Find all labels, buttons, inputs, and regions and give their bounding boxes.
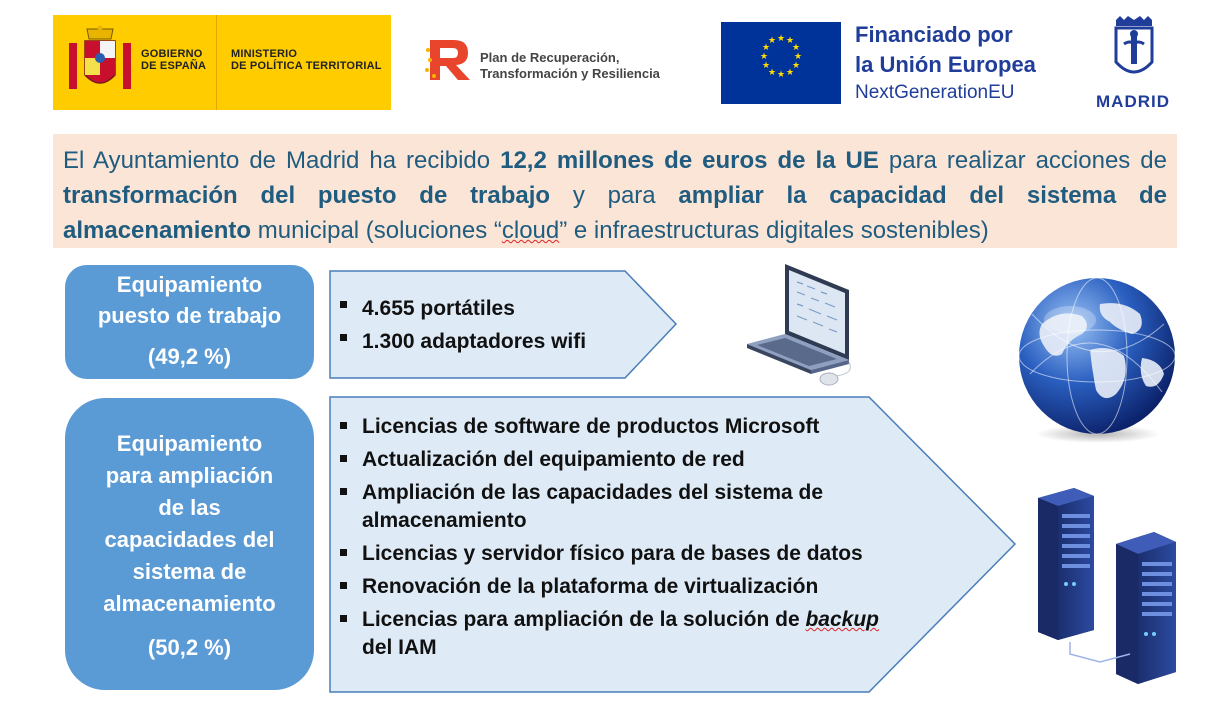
intro-cloud: cloud [501, 217, 560, 244]
svg-text:★: ★ [776, 34, 786, 44]
svg-text:★: ★ [785, 36, 795, 46]
category-storage-title-1: Equipamiento [116, 431, 263, 456]
ministerio-line1: MINISTERIO [231, 48, 298, 60]
prtr-line1: Plan de Recuperación, [480, 50, 620, 65]
svg-text:★: ★ [793, 52, 803, 62]
svg-text:★: ★ [759, 52, 769, 62]
list-item [332, 573, 902, 601]
category-workstation [65, 265, 314, 379]
bullet-icon [340, 582, 347, 589]
category-storage-title-5: sistema de [132, 559, 247, 584]
workstation-item-1: 4.655 portátiles [362, 297, 515, 320]
list-item [332, 413, 902, 441]
svg-text:★: ★ [761, 61, 771, 71]
intro-text-2: para realizar acciones de [878, 147, 1167, 174]
gobierno-line2: DE ESPAÑA [141, 60, 207, 72]
category-workstation-percent: (49,2 %) [147, 344, 232, 369]
storage-item-5: Renovación de la plataforma de virtualización [362, 575, 819, 598]
madrid-crest-icon [1110, 14, 1158, 84]
svg-text:★: ★ [776, 70, 786, 80]
list-item [332, 446, 902, 474]
category-storage-title-4: capacidades del [104, 527, 275, 552]
intro-amount: 12,2 millones de euros de la UE [500, 147, 879, 174]
list-item [332, 540, 902, 568]
prtr-logo-icon [424, 34, 474, 82]
category-storage [65, 398, 314, 690]
storage-item-3: Ampliación de las capacidades del sistema de almacenamiento [362, 481, 824, 532]
intro-storage: ampliar la capacidad del sistema de almacenamiento [63, 182, 1168, 244]
ministerio-line2: DE POLÍTICA TERRITORIAL [231, 60, 382, 72]
storage-item-2: Actualización del equipamiento de red [362, 448, 745, 471]
eu-line3: NextGenerationEU [855, 82, 1015, 103]
eu-flag [721, 22, 841, 104]
bullet-icon [340, 455, 347, 462]
laptop-icon [745, 262, 860, 387]
intro-transformation: transformación del puesto de trabajo [63, 182, 551, 209]
list-item [332, 479, 902, 535]
prtr-line2: Transformación y Resiliencia [480, 66, 660, 81]
eu-flag-icon [721, 22, 841, 104]
intro-text-4: municipal (soluciones “ [251, 217, 502, 244]
spain-shield-icon [65, 25, 135, 100]
svg-text:★: ★ [785, 68, 795, 78]
category-workstation-title-2: puesto de trabajo [97, 303, 282, 328]
workstation-item-2: 1.300 adaptadores wifi [362, 330, 587, 353]
category-storage-percent: (50,2 %) [147, 635, 232, 660]
bullet-icon [340, 422, 347, 429]
intro-text-3: y para [550, 182, 679, 209]
category-storage-title-2: para ampliación [105, 463, 274, 488]
storage-item-6-prefix: Licencias para ampliación de la solución de [362, 608, 806, 631]
storage-item-6-suffix: del IAM [362, 636, 437, 659]
eu-line2: la Unión Europea [855, 52, 1036, 77]
gobierno-espana-logo [53, 15, 391, 110]
bullet-icon [340, 488, 347, 495]
bullet-icon [340, 301, 347, 308]
svg-text:★: ★ [767, 68, 777, 78]
category-workstation-title-1: Equipamiento [116, 272, 263, 297]
storage-item-4: Licencias y servidor físico para de bases de datos [362, 542, 863, 565]
category-storage-title-6: almacenamiento [103, 591, 276, 616]
gobierno-text [141, 48, 206, 72]
bullet-icon [340, 334, 347, 341]
eu-funding-text [855, 20, 1036, 106]
servers-icon [1030, 484, 1190, 684]
svg-text:★: ★ [761, 43, 771, 53]
list-item [332, 325, 586, 358]
intro-paragraph [53, 134, 1177, 248]
list-item [332, 292, 586, 325]
storage-item-1: Licencias de software de productos Microsoft [362, 415, 820, 438]
bullet-icon [340, 615, 347, 622]
gobierno-line1: GOBIERNO [141, 48, 203, 60]
ministerio-text [231, 48, 382, 72]
svg-text:★: ★ [767, 36, 777, 46]
category-storage-title-3: de las [158, 495, 221, 520]
prtr-text [480, 50, 660, 82]
storage-item-6-backup: backup [805, 608, 880, 631]
madrid-text: MADRID [1096, 92, 1170, 111]
bullet-icon [340, 549, 347, 556]
svg-text:★: ★ [791, 43, 801, 53]
prtr-logo [424, 34, 684, 84]
list-item [332, 606, 902, 662]
eu-line1: Financiado por [855, 22, 1013, 47]
intro-text-5: ” e infraestructuras digitales sostenibles) [559, 217, 989, 244]
storage-list [332, 413, 902, 667]
madrid-logo [1090, 14, 1176, 112]
logo-divider [216, 15, 217, 110]
intro-text-1: El Ayuntamiento de Madrid ha recibido [63, 147, 501, 174]
workstation-list [332, 292, 586, 358]
globe-icon [1012, 274, 1182, 444]
svg-text:★: ★ [791, 61, 801, 71]
